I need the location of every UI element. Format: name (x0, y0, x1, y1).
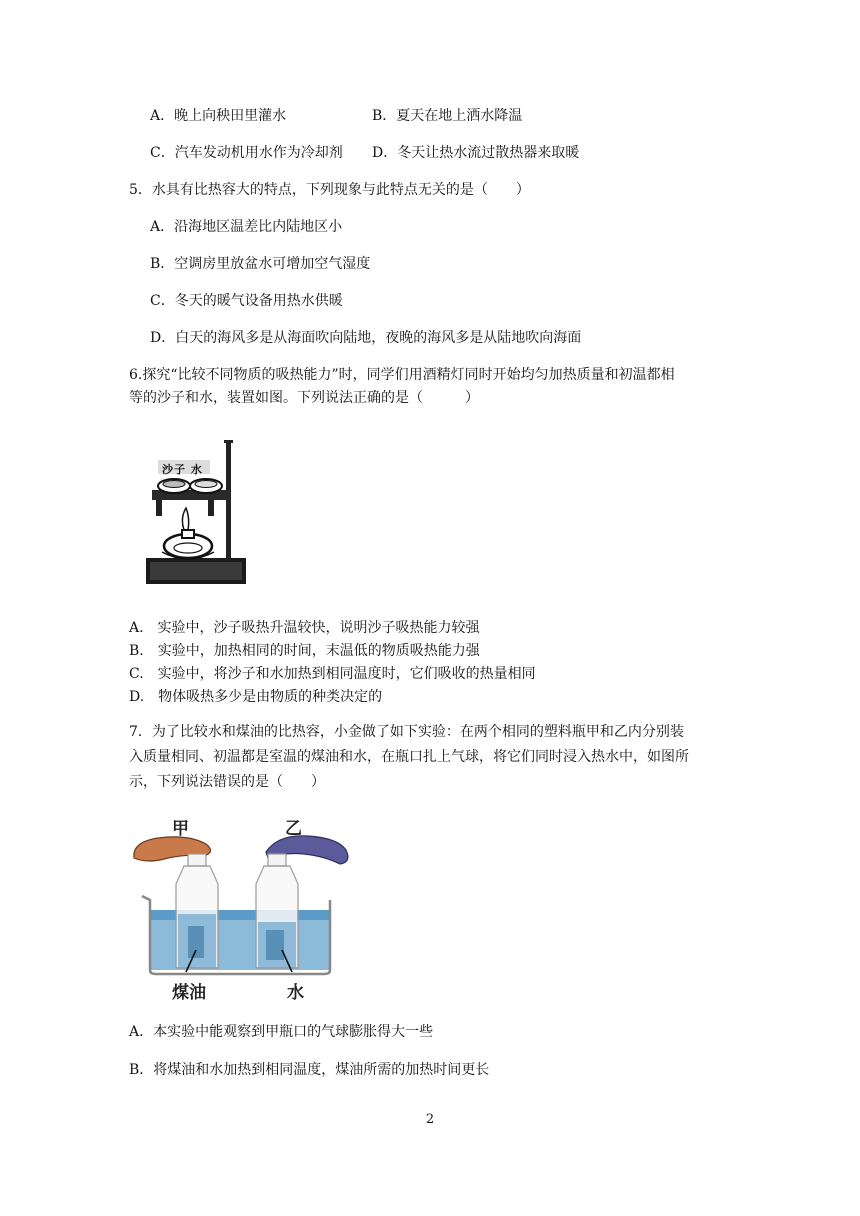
q7-option-a: A．本实验中能观察到甲瓶口的气球膨胀得大一些 (129, 1024, 434, 1040)
q6-figure-label: 沙子 水 (162, 463, 203, 476)
q5-option-c: C．冬天的暖气设备用热水供暖 (150, 293, 343, 309)
q4-option-b: B．夏天在地上洒水降温 (372, 108, 523, 124)
label-jia: 甲 (172, 819, 189, 839)
q4-option-a: A．晚上向秧田里灌水 (150, 108, 287, 124)
label-yi: 乙 (285, 819, 302, 839)
q7-option-b: B．将煤油和水加热到相同温度，煤油所需的加热时间更长 (129, 1062, 490, 1078)
q6-option-d: D. 物体吸热多少是由物质的种类决定的 (129, 689, 383, 705)
q5-option-a: A．沿海地区温差比内陆地区小 (150, 219, 343, 235)
bottle-yi (256, 854, 298, 968)
q7-stem-line3: 示，下列说法错误的是（ ） (129, 774, 325, 790)
q4-option-c: C．汽车发动机用水作为冷却剂 (150, 145, 343, 161)
q7-stem-line2: 入质量相同、初温都是室温的煤油和水，在瓶口扎上气球，将它们同时浸入热水中，如图所 (129, 749, 689, 765)
label-kerosene: 煤油 (172, 983, 206, 1003)
q7-bottles-figure (128, 826, 363, 976)
q5-stem: 5．水具有比热容大的特点，下列现象与此特点无关的是（ ） (129, 182, 530, 198)
bottle-jia (176, 854, 218, 968)
q6-stem-line2: 等的沙子和水，装置如图。下列说法正确的是（ ） (129, 390, 479, 406)
q7-stem-line1: 7．为了比较水和煤油的比热容，小金做了如下实验：在两个相同的塑料瓶甲和乙内分别装 (129, 724, 684, 740)
q6-option-a: A. 实验中，沙子吸热升温较快，说明沙子吸热能力较强 (129, 620, 480, 636)
q6-option-c: C. 实验中，将沙子和水加热到相同温度时，它们吸收的热量相同 (129, 666, 536, 682)
q5-option-d: D．白天的海风多是从海面吹向陆地，夜晚的海风多是从陆地吹向海面 (150, 330, 582, 346)
page-number: 2 (425, 1112, 435, 1127)
q6-option-b: B. 实验中，加热相同的时间，末温低的物质吸热能力强 (129, 643, 480, 659)
label-water: 水 (287, 983, 304, 1003)
q4-option-d: D．冬天让热水流过散热器来取暖 (372, 145, 580, 161)
q5-option-b: B．空调房里放盆水可增加空气湿度 (150, 256, 371, 272)
q6-stem-line1: 6.探究“比较不同物质的吸热能力”时，同学们用酒精灯同时开始均匀加热质量和初温都相 (129, 367, 675, 383)
flame-icon (182, 508, 188, 530)
